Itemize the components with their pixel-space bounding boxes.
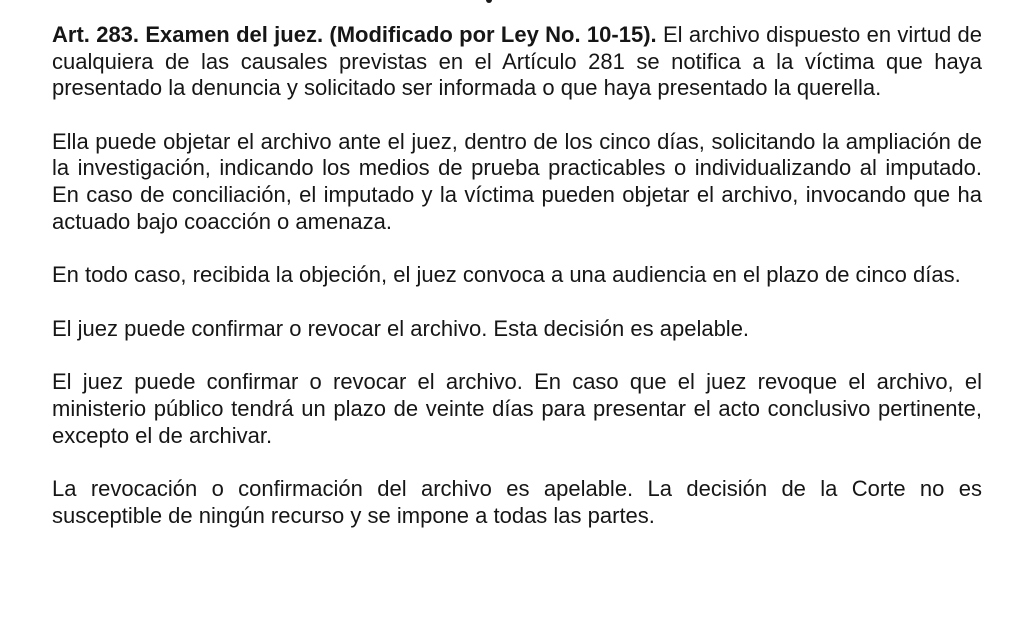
- article-intro-paragraph: [52, 22, 982, 102]
- paragraph-objection: Ella puede objetar el archivo ante el juez, dentro de los cinco días, solicitando la ampliación de la investigación, indicando los medios de prueba practicables o individualizando al imputado. En caso de conciliación, el imputado y la víctima pueden objetar el archivo, invocando que ha actuado bajo coacción o amenaza.: [52, 128, 982, 234]
- paragraph-hearing: En todo caso, recibida la objeción, el juez convoca a una audiencia en el plazo de cinco días.: [52, 262, 961, 288]
- paragraph-decision-appealable: El juez puede confirmar o revocar el archivo. Esta decisión es apelable.: [52, 315, 750, 341]
- paragraph-revocation-term: El juez puede confirmar o revocar el archivo. En caso que el juez revoque el archivo, el ministerio público tendrá un plazo de veinte días para presentar el acto conclusivo pertinente, excepto el de archivar.: [52, 369, 982, 448]
- top-edge-mark: [486, 0, 492, 3]
- document-page: [52, 22, 982, 529]
- paragraph-court-decision: La revocación o confirmación del archivo es apelable. La decisión de la Corte no es susceptible de ningún recurso y se impone a todas las partes.: [52, 476, 982, 528]
- article-intro-text: El archivo dispuesto en virtud de cualquiera de las causales previstas en el Artículo 281 se notifica a la víctima que haya presentado la denuncia y solicitado ser informada o que haya presentado la querella.: [52, 22, 982, 101]
- article-heading: Art. 283. Examen del juez. (Modificado por Ley No. 10-15).: [52, 22, 657, 47]
